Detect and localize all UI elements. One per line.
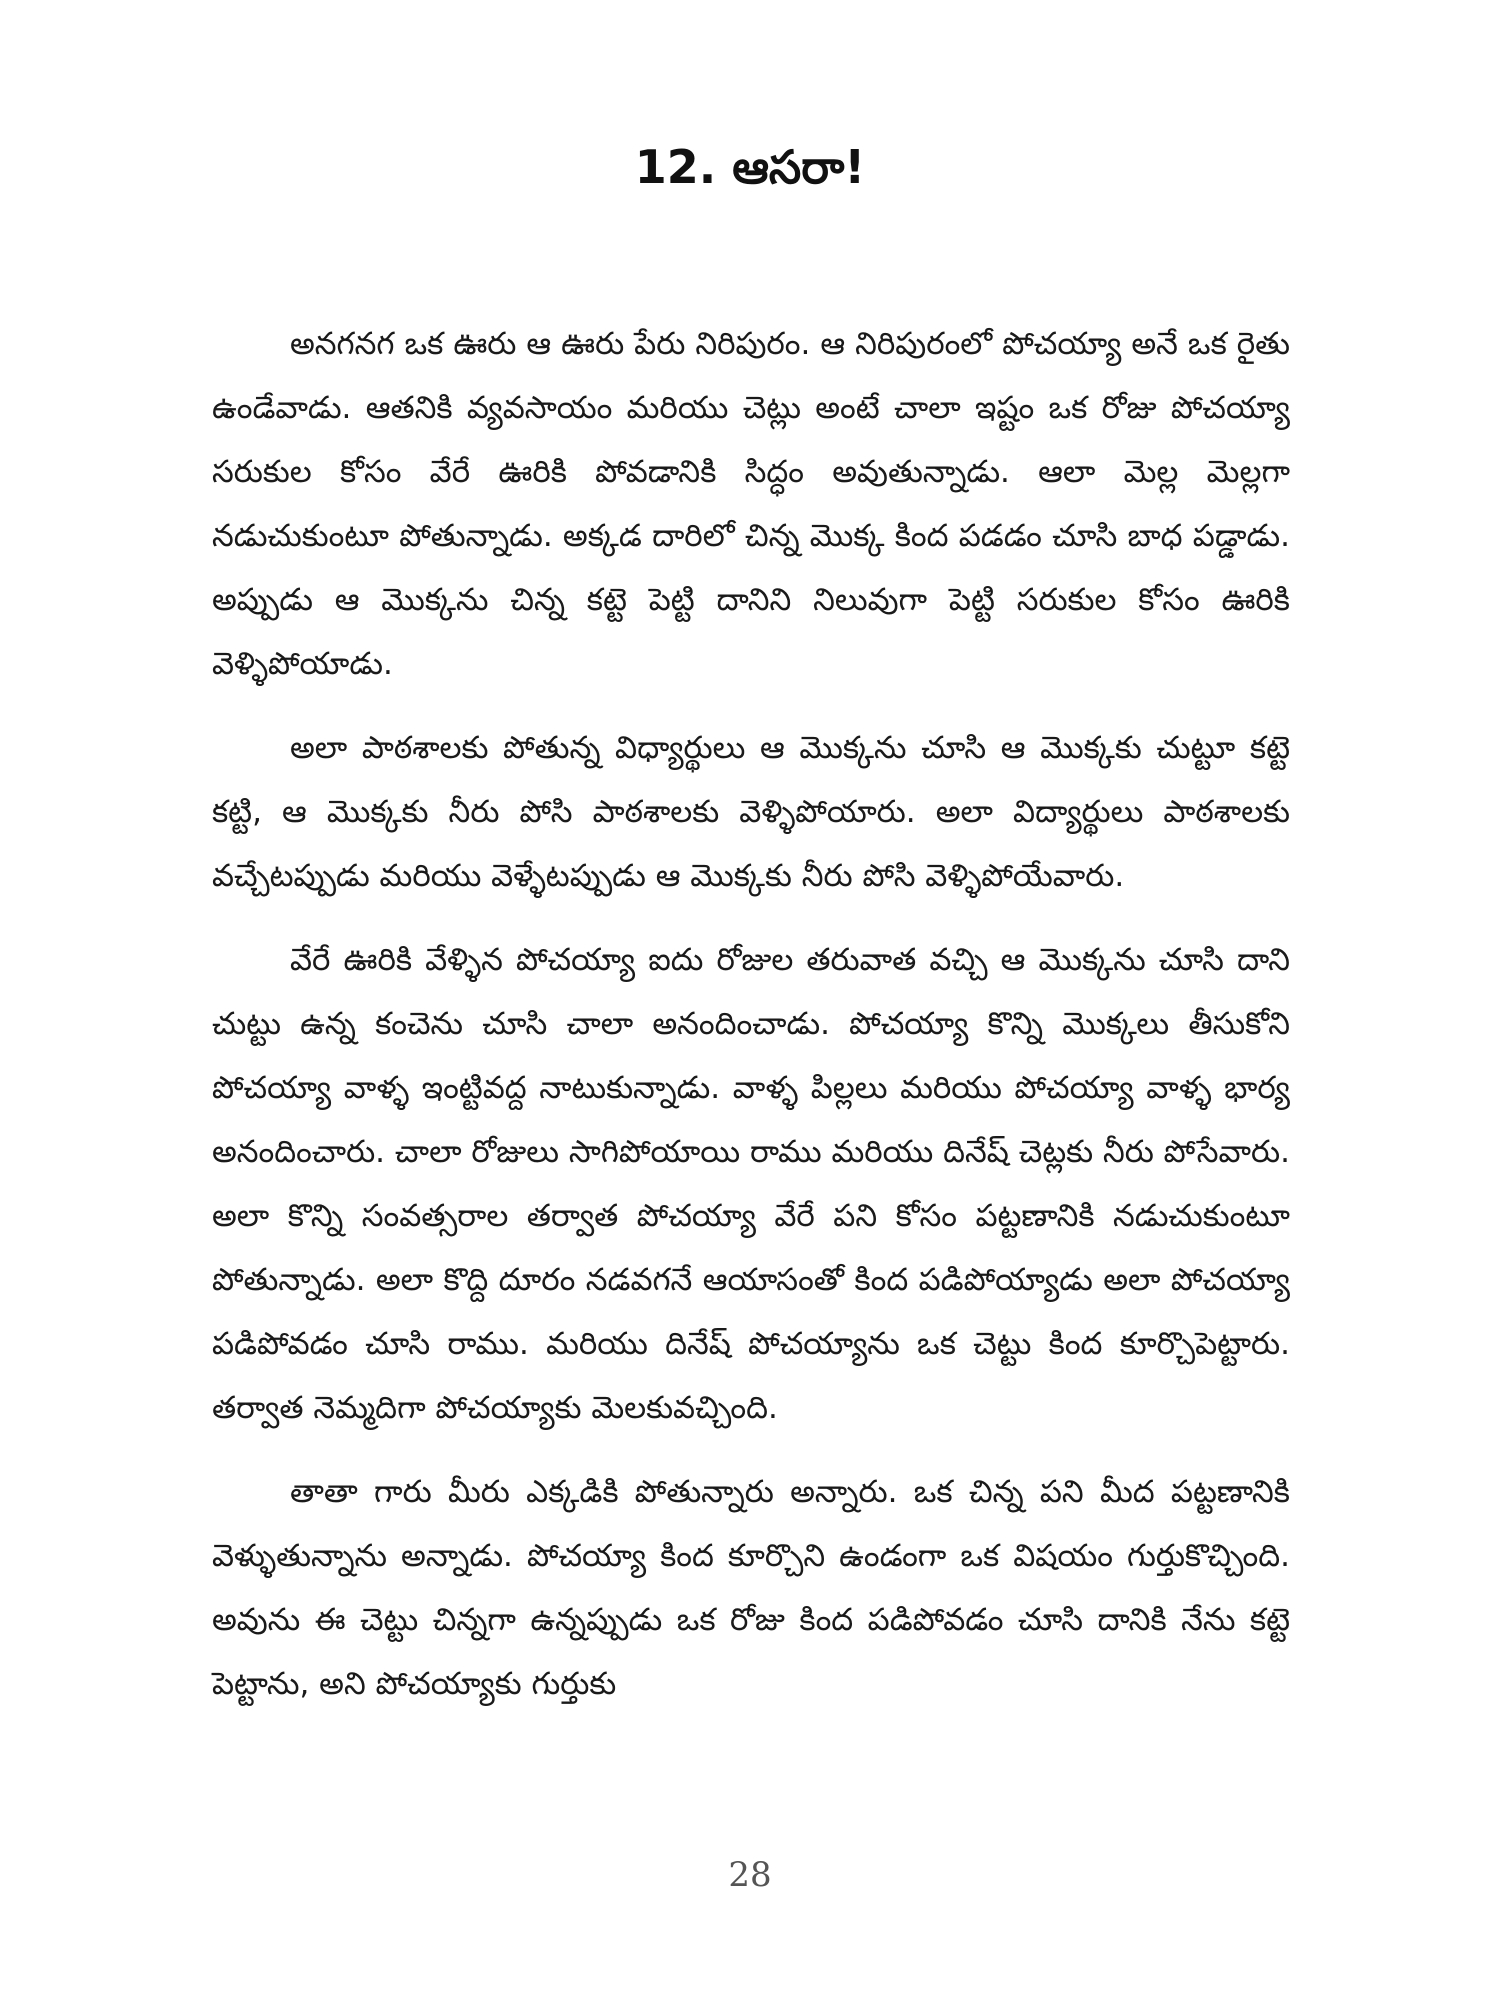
paragraph-4: తాతా గారు మీరు ఎక్కడికి పోతున్నారు అన్నారు. ఒక చిన్న పని మీద పట్టణానికి వెళ్ళుతున్నాను అన్నాడు. పోచయ్యా కింద కూర్చొని ఉండంగా ఒక విషయం గుర్తుకొచ్చింది. అవును ఈ చెట్టు చిన్నగా ఉన్నప్పుడు ఒక రోజు కింద పడిపోవడం చూసి దానికి నేను కట్టె పెట్టాను, అని పోచయ్యాకు గుర్తుకు	[212, 1474, 1290, 1702]
page-number: 28	[728, 1855, 772, 1895]
chapter-title: 12. ఆసరా!	[634, 139, 866, 194]
paragraph-1: అనగనగ ఒక ఊరు ఆ ఊరు పేరు నిరిపురం. ఆ నిరిపురంలో పోచయ్యా అనే ఒక రైతు ఉండేవాడు. ఆతనికి వ్యవసాయం మరియు చెట్లు అంటే చాలా ఇష్టం ఒక రోజు పోచయ్యా సరుకుల కోసం వేరే ఊరికి పోవడానికి సిద్ధం అవుతున్నాడు. ఆలా మెల్ల మెల్లగా నడుచుకుంటూ పోతున్నాడు. అక్కడ దారిలో చిన్న మొక్క కింద పడడం చూసి బాధ పడ్డాడు. అప్పుడు ఆ మొక్కను చిన్న కట్టె పెట్టి దానిని నిలువుగా పెట్టి సరుకుల కోసం ఊరికి వెళ్ళిపోయాడు.	[212, 326, 1290, 682]
paragraph-2: అలా పాఠశాలకు పోతున్న విధ్యార్థులు ఆ మొక్కను చూసి ఆ మొక్కకు చుట్టూ కట్టె కట్టి, ఆ మొక్కకు నీరు పోసి పాఠశాలకు వెళ్ళిపోయారు. అలా విద్యార్థులు పాఠశాలకు వచ్చేటప్పుడు మరియు వెళ్ళేటప్పుడు ఆ మొక్కకు నీరు పోసి వెళ్ళిపోయేవారు.	[212, 730, 1290, 894]
story-body	[212, 312, 1290, 1736]
paragraph-3: వేరే ఊరికి వేళ్ళిన పోచయ్యా ఐదు రోజుల తరువాత వచ్చి ఆ మొక్కను చూసి దాని చుట్టు ఉన్న కంచెను చూసి చాలా అనందించాడు. పోచయ్యా కొన్ని మొక్కలు తీసుకోని పోచయ్యా వాళ్ళ ఇంట్టివద్ద నాటుకున్నాడు. వాళ్ళ పిల్లలు మరియు పోచయ్యా వాళ్ళ భార్య అనందించారు. చాలా రోజులు సాగిపోయాయి రాము మరియు దినేష్ చెట్లకు నీరు పోసేవారు. అలా కొన్ని సంవత్సరాల తర్వాత పోచయ్యా వేరే పని కోసం పట్టణానికి నడుచుకుంటూ పోతున్నాడు. అలా కొద్ది దూరం నడవగనే ఆయాసంతో కింద పడిపోయ్యాడు అలా పోచయ్యా పడిపోవడం చూసి రాము. మరియు దినేష్ పోచయ్యాను ఒక చెట్టు కింద కూర్చొపెట్టారు. తర్వాత నెమ్మదిగా పోచయ్యాకు మెలకువచ్చింది.	[212, 942, 1290, 1426]
